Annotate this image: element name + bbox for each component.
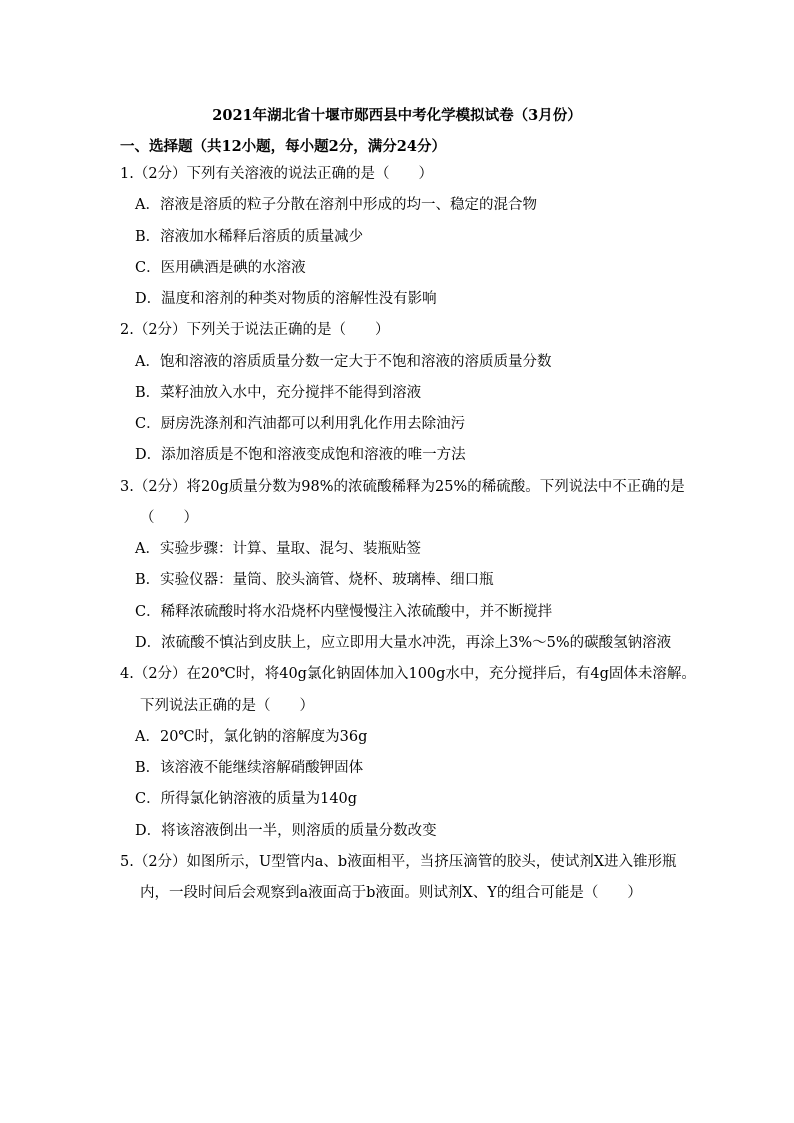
- question-4-option-d: D．将该溶液倒出一半，则溶质的质量分数改变: [135, 823, 437, 839]
- question-4-option-a: A．20℃时，氯化钠的溶解度为36g: [135, 729, 368, 745]
- question-3-option-a: A．实验步骤：计算、量取、混匀、装瓶贴签: [135, 541, 421, 557]
- question-1-option-d: D．温度和溶剂的种类对物质的溶解性没有影响: [135, 291, 437, 307]
- question-2-option-a: A．饱和溶液的溶质质量分数一定大于不饱和溶液的溶质质量分数: [135, 354, 552, 370]
- question-2-stem: 2.（2分）下列关于说法正确的是（ ）: [120, 322, 390, 338]
- question-1-option-a: A．溶液是溶质的粒子分散在溶剂中形成的均一、稳定的混合物: [135, 197, 537, 213]
- question-2-option-d: D．添加溶质是不饱和溶液变成饱和溶液的唯一方法: [135, 447, 466, 463]
- question-3-option-d: D．浓硫酸不慎沾到皮肤上，应立即用大量水冲洗，再涂上3%～5%的碳酸氢钠溶液: [135, 635, 672, 651]
- question-4-stem-continuation: 下列说法正确的是（ ）: [140, 698, 314, 714]
- question-2-option-c: C．厨房洗涤剂和汽油都可以利用乳化作用去除油污: [135, 416, 466, 432]
- question-3-stem-continuation: （ ）: [140, 510, 198, 526]
- question-5-stem-continuation: 内，一段时间后会观察到a液面高于b液面。则试剂X、Y的组合可能是（ ）: [140, 885, 642, 901]
- question-4-option-c: C．所得氯化钠溶液的质量为140g: [135, 791, 358, 807]
- question-3-option-c: C．稀释浓硫酸时将水沿烧杯内壁慢慢注入浓硫酸中，并不断搅拌: [135, 604, 553, 620]
- question-5-stem: 5.（2分）如图所示，U型管内a、b液面相平，当挤压滴管的胶头，使试剂X进入锥形瓶: [120, 854, 677, 870]
- question-4-stem: 4.（2分）在20℃时，将40g氯化钠固体加入100g水中，充分搅拌后，有4g固体未溶解。: [120, 666, 696, 682]
- question-1-option-b: B．溶液加水稀释后溶质的质量减少: [135, 229, 364, 245]
- question-1-option-c: C．医用碘酒是碘的水溶液: [135, 260, 306, 276]
- question-4-option-b: B．该溶液不能继续溶解硝酸钾固体: [135, 760, 364, 776]
- exam-title: 2021年湖北省十堰市郧西县中考化学模拟试卷（3月份）: [212, 107, 582, 124]
- question-3-option-b: B．实验仪器：量筒、胶头滴管、烧杯、玻璃棒、细口瓶: [135, 572, 494, 588]
- section-heading: 一、选择题（共12小题，每小题2分，满分24分）: [120, 138, 446, 155]
- question-1-stem: 1.（2分）下列有关溶液的说法正确的是（ ）: [120, 166, 434, 182]
- question-3-stem: 3.（2分）将20g质量分数为98%的浓硫酸稀释为25%的稀硫酸。下列说法中不正确的是: [120, 479, 685, 495]
- question-2-option-b: B．菜籽油放入水中，充分搅拌不能得到溶液: [135, 385, 422, 401]
